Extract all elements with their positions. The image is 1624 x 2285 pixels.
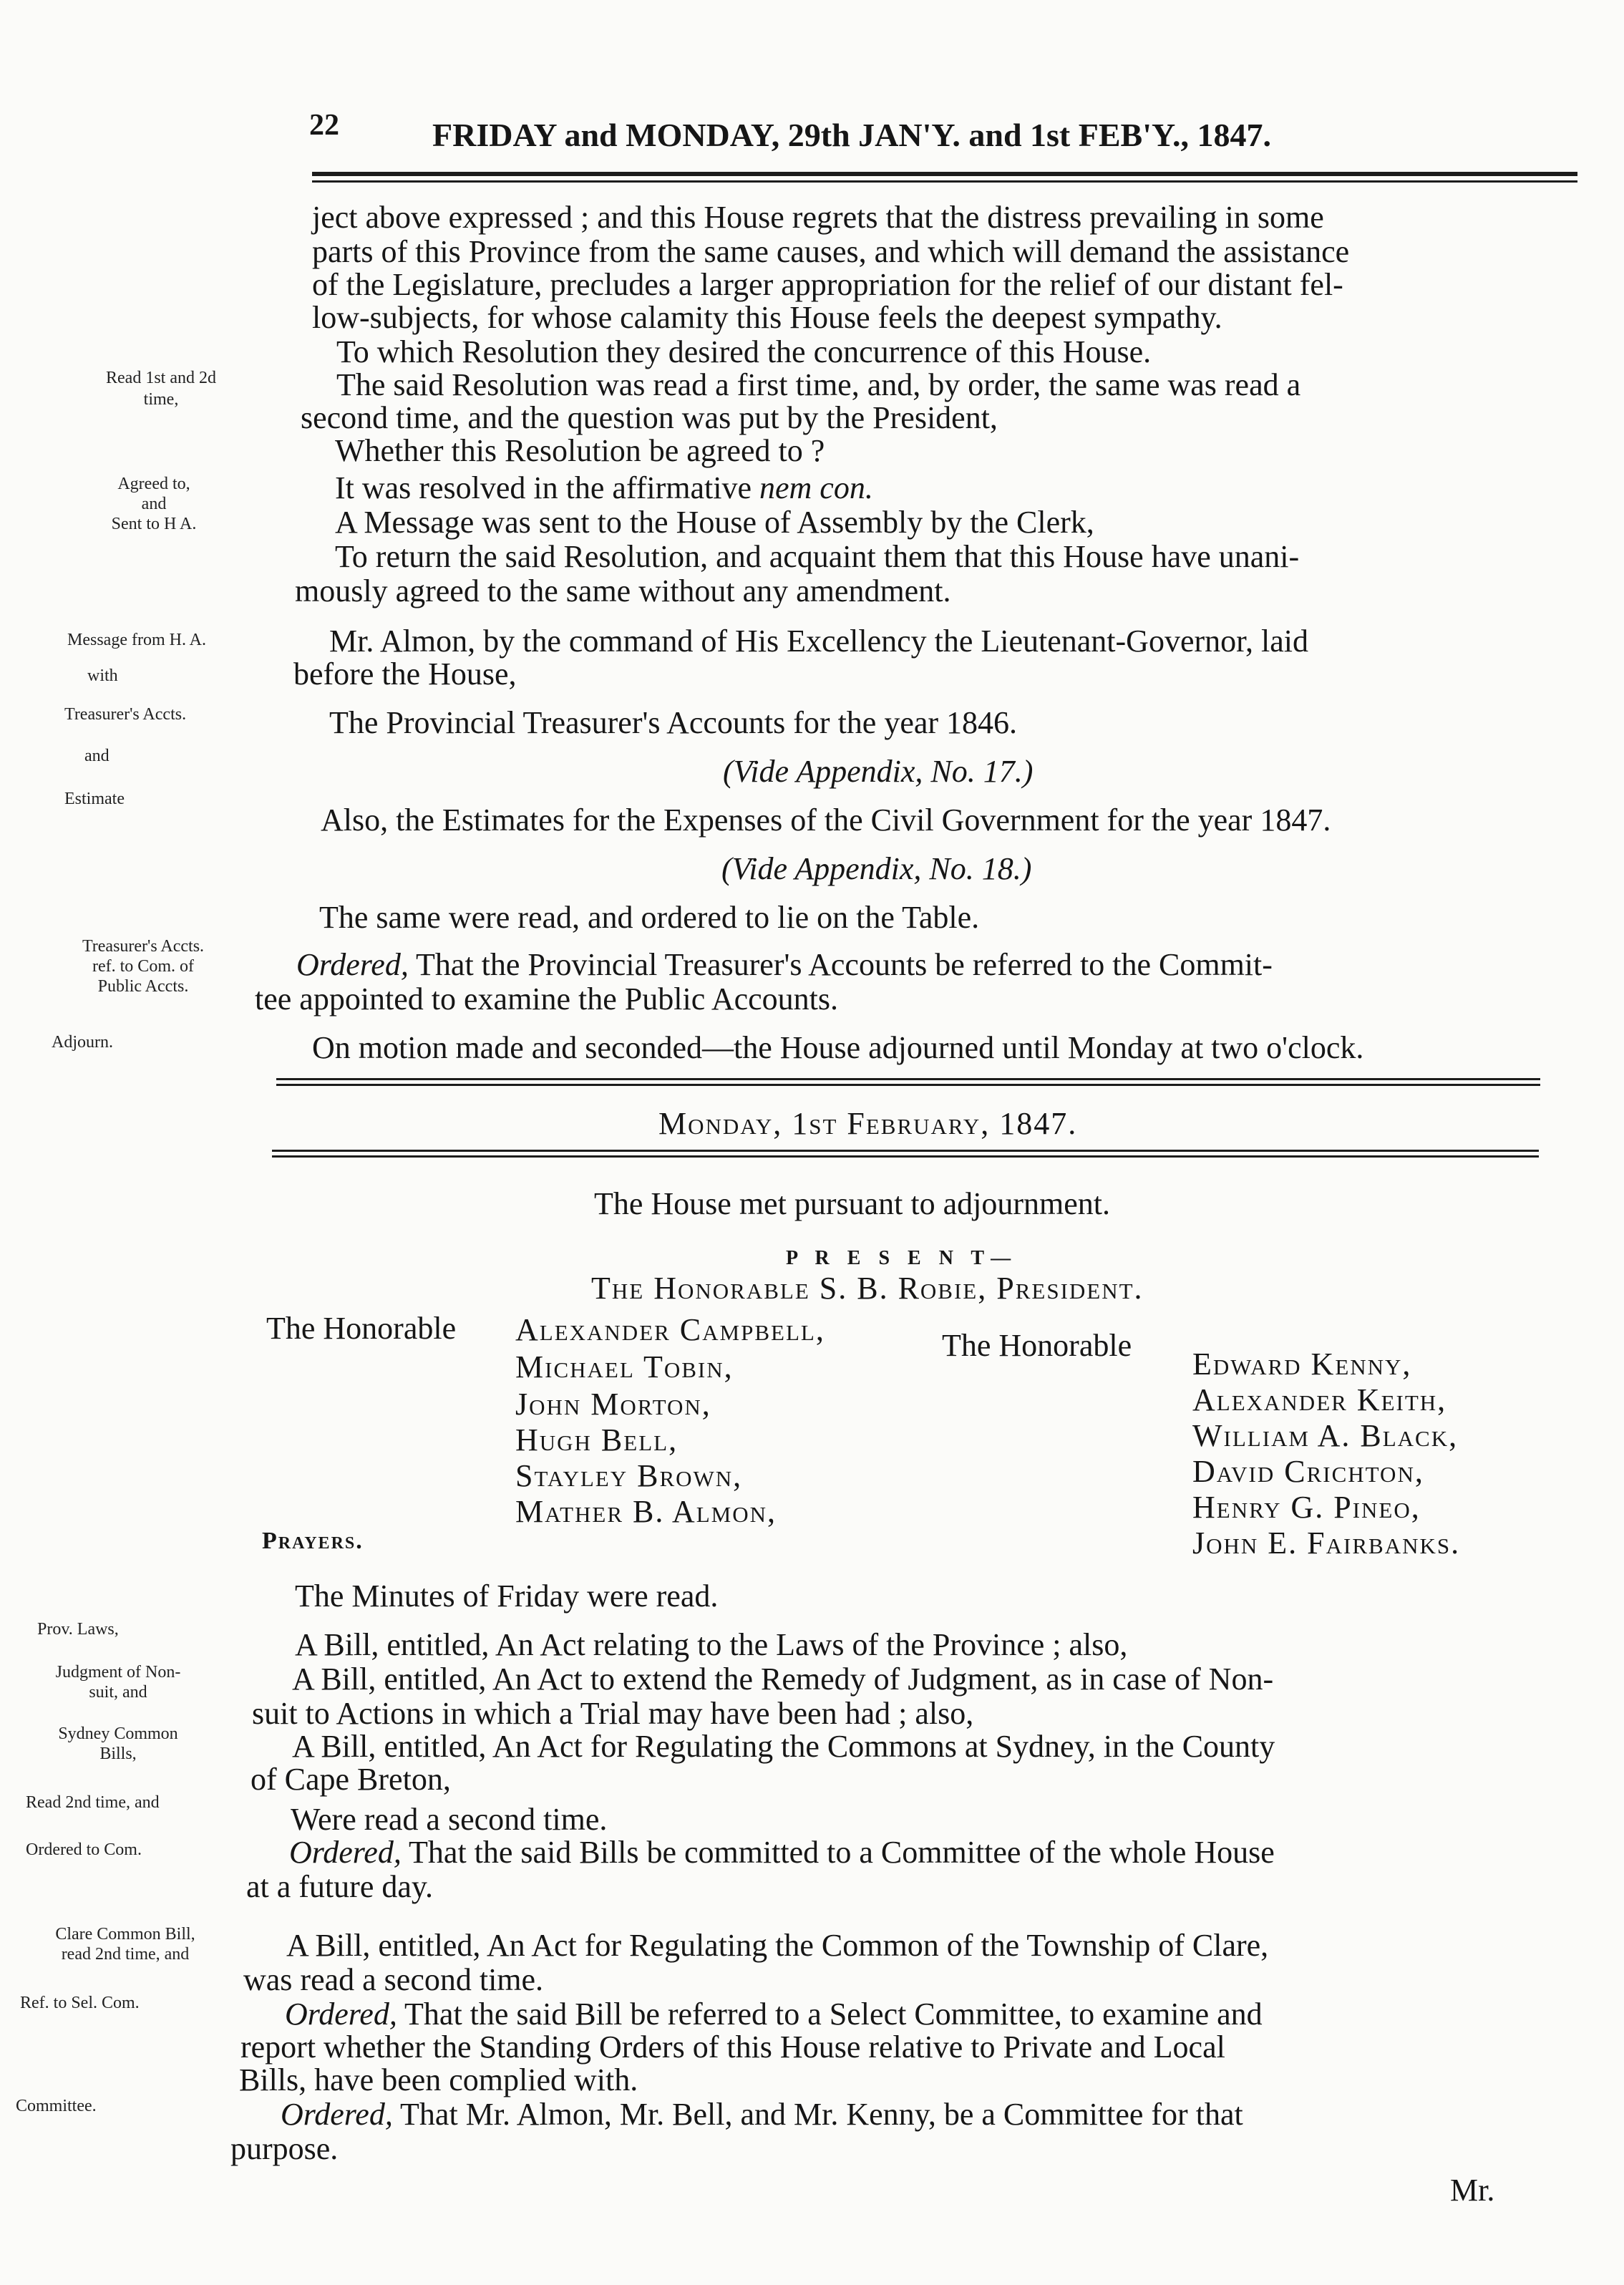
catchword: Mr. xyxy=(1450,2173,1495,2208)
member-name: John Morton, xyxy=(515,1387,711,1422)
margin-note: time, xyxy=(143,390,179,409)
body-line: report whether the Standing Orders of this House relative to Private and Local xyxy=(240,2029,1225,2065)
margin-note: Message from H. A. xyxy=(67,631,206,649)
order-text: That the Provincial Treasurer's Accounts be referred to the Commit- xyxy=(416,947,1273,982)
body-line xyxy=(289,1837,1275,1868)
honorable-label-left: The Honorable xyxy=(266,1311,457,1346)
margin-note: Public Accts. xyxy=(97,977,189,996)
margin-note: Agreed to, xyxy=(117,475,190,493)
page-header-title: FRIDAY and MONDAY, 29th JAN'Y. and 1st FEB'Y., 1847. xyxy=(432,117,1271,153)
margin-note: Sydney Common xyxy=(58,1724,178,1743)
body-line: To which Resolution they desired the concurrence of this House. xyxy=(336,334,1152,369)
body-line: suit to Actions in which a Trial may have been had ; also, xyxy=(252,1696,974,1731)
body-line: A Message was sent to the House of Assembly by the Clerk, xyxy=(335,505,1094,540)
member-name: David Crichton, xyxy=(1192,1454,1424,1489)
body-line xyxy=(281,2099,1243,2130)
member-name: Edward Kenny, xyxy=(1192,1347,1412,1382)
member-name: Alexander Keith, xyxy=(1192,1382,1447,1417)
member-name: Mather B. Almon, xyxy=(515,1494,777,1529)
ordered-label: Ordered, xyxy=(285,1997,397,2032)
resolution-text: It was resolved in the affirmative xyxy=(335,470,752,505)
met-line: The House met pursuant to adjournment. xyxy=(594,1186,1110,1221)
ordered-label: Ordered, xyxy=(289,1835,402,1870)
body-line: A Bill, entitled, An Act to extend the Remedy of Judgment, as in case of Non- xyxy=(292,1661,1274,1697)
body-line: A Bill, entitled, An Act relating to the Laws of the Province ; also, xyxy=(295,1627,1128,1662)
ordered-label: Ordered, xyxy=(281,2097,393,2132)
member-name: Alexander Campbell, xyxy=(515,1312,825,1347)
margin-note: ref. to Com. of xyxy=(92,957,194,976)
body-line: tee appointed to examine the Public Accounts. xyxy=(255,981,839,1017)
body-line: To return the said Resolution, and acquaint them that this House have unani- xyxy=(335,539,1300,574)
order-text: That Mr. Almon, Mr. Bell, and Mr. Kenny, be a Committee for that xyxy=(400,2097,1243,2132)
margin-note: Committee. xyxy=(16,2097,97,2115)
member-name: William A. Black, xyxy=(1192,1418,1459,1453)
member-name: Michael Tobin, xyxy=(515,1349,734,1384)
appendix-reference: (Vide Appendix, No. 17.) xyxy=(723,754,1034,789)
body-line: Whether this Resolution be agreed to ? xyxy=(335,433,825,468)
body-line: second time, and the question was put by the President, xyxy=(301,400,998,435)
section-rule xyxy=(276,1084,1540,1086)
body-line: A Bill, entitled, An Act for Regulating the Commons at Sydney, in the County xyxy=(292,1729,1275,1764)
section-rule xyxy=(276,1078,1540,1080)
margin-note: and xyxy=(141,495,167,513)
body-line: The same were read, and ordered to lie on the Table. xyxy=(319,900,980,935)
section-rule xyxy=(272,1155,1539,1158)
header-rule xyxy=(312,172,1577,176)
header-rule-thin xyxy=(312,180,1577,183)
body-line: On motion made and seconded—the House adjourned until Monday at two o'clock. xyxy=(312,1030,1364,1065)
margin-note: Adjourn. xyxy=(52,1033,113,1052)
body-line: before the House, xyxy=(293,656,517,692)
body-line: was read a second time. xyxy=(243,1962,544,1997)
body-line: The Provincial Treasurer's Accounts for the year 1846. xyxy=(329,705,1018,740)
date-heading: Monday, 1st February, 1847. xyxy=(658,1106,1078,1141)
margin-note: Prov. Laws, xyxy=(37,1620,119,1639)
body-line: Mr. Almon, by the command of His Excellency the Lieutenant-Governor, laid xyxy=(329,624,1308,659)
margin-note: and xyxy=(84,747,110,765)
margin-note: Clare Common Bill, xyxy=(55,1925,195,1944)
body-line: Also, the Estimates for the Expenses of the Civil Government for the year 1847. xyxy=(321,802,1331,838)
body-line: ject above expressed ; and this House regrets that the distress prevailing in some xyxy=(312,200,1324,235)
body-line xyxy=(285,1999,1263,2030)
section-rule xyxy=(272,1150,1539,1152)
member-name: Hugh Bell, xyxy=(515,1422,679,1457)
appendix-reference: (Vide Appendix, No. 18.) xyxy=(721,851,1032,886)
member-name: Henry G. Pineo, xyxy=(1192,1490,1421,1525)
member-name: Stayley Brown, xyxy=(515,1458,743,1493)
body-line: purpose. xyxy=(230,2131,339,2166)
margin-note: Ordered to Com. xyxy=(26,1840,142,1859)
margin-note: Bills, xyxy=(99,1745,137,1763)
honorable-label-right: The Honorable xyxy=(942,1328,1132,1363)
margin-note: with xyxy=(87,666,118,685)
order-text: That the said Bills be committed to a Committee of the whole House xyxy=(409,1835,1275,1870)
body-line: Were read a second time. xyxy=(291,1802,608,1837)
margin-note: Estimate xyxy=(64,790,125,808)
margin-note: Treasurer's Accts. xyxy=(82,937,205,956)
present-label: P R E S E N T— xyxy=(786,1247,1018,1269)
body-line: low-subjects, for whose calamity this House feels the deepest sympathy. xyxy=(312,300,1222,335)
nem-con-text: nem con. xyxy=(759,470,873,505)
margin-note: read 2nd time, and xyxy=(61,1945,190,1964)
body-line: A Bill, entitled, An Act for Regulating the Common of the Township of Clare, xyxy=(286,1928,1269,1963)
margin-note: Sent to H A. xyxy=(111,515,197,533)
margin-note: suit, and xyxy=(89,1683,147,1702)
margin-note: Judgment of Non- xyxy=(55,1663,181,1682)
member-name: John E. Fairbanks. xyxy=(1192,1525,1461,1561)
body-line: parts of this Province from the same causes, and which will demand the assistance xyxy=(312,234,1350,269)
body-line xyxy=(335,472,873,504)
body-line: mously agreed to the same without any amendment. xyxy=(295,573,951,608)
body-line: The said Resolution was read a first time, and, by order, the same was read a xyxy=(336,367,1301,402)
margin-note: Ref. to Sel. Com. xyxy=(20,1994,140,2012)
president-line: The Honorable S. B. Robie, President. xyxy=(591,1271,1144,1306)
ordered-label: Ordered, xyxy=(296,947,409,982)
page-number: 22 xyxy=(309,109,339,142)
margin-note: Read 1st and 2d xyxy=(106,369,216,387)
body-line: Bills, have been complied with. xyxy=(239,2062,638,2097)
margin-note: Read 2nd time, and xyxy=(26,1793,160,1812)
margin-note: Treasurer's Accts. xyxy=(64,705,187,724)
prayers-label: Prayers. xyxy=(262,1528,364,1554)
body-line xyxy=(296,949,1273,981)
body-line: of Cape Breton, xyxy=(251,1762,451,1797)
body-line: of the Legislature, precludes a larger appropriation for the relief of our distant fel- xyxy=(312,267,1343,302)
order-text: That the said Bill be referred to a Select Committee, to examine and xyxy=(404,1997,1263,2032)
body-line: at a future day. xyxy=(246,1869,434,1904)
body-line: The Minutes of Friday were read. xyxy=(295,1578,719,1614)
